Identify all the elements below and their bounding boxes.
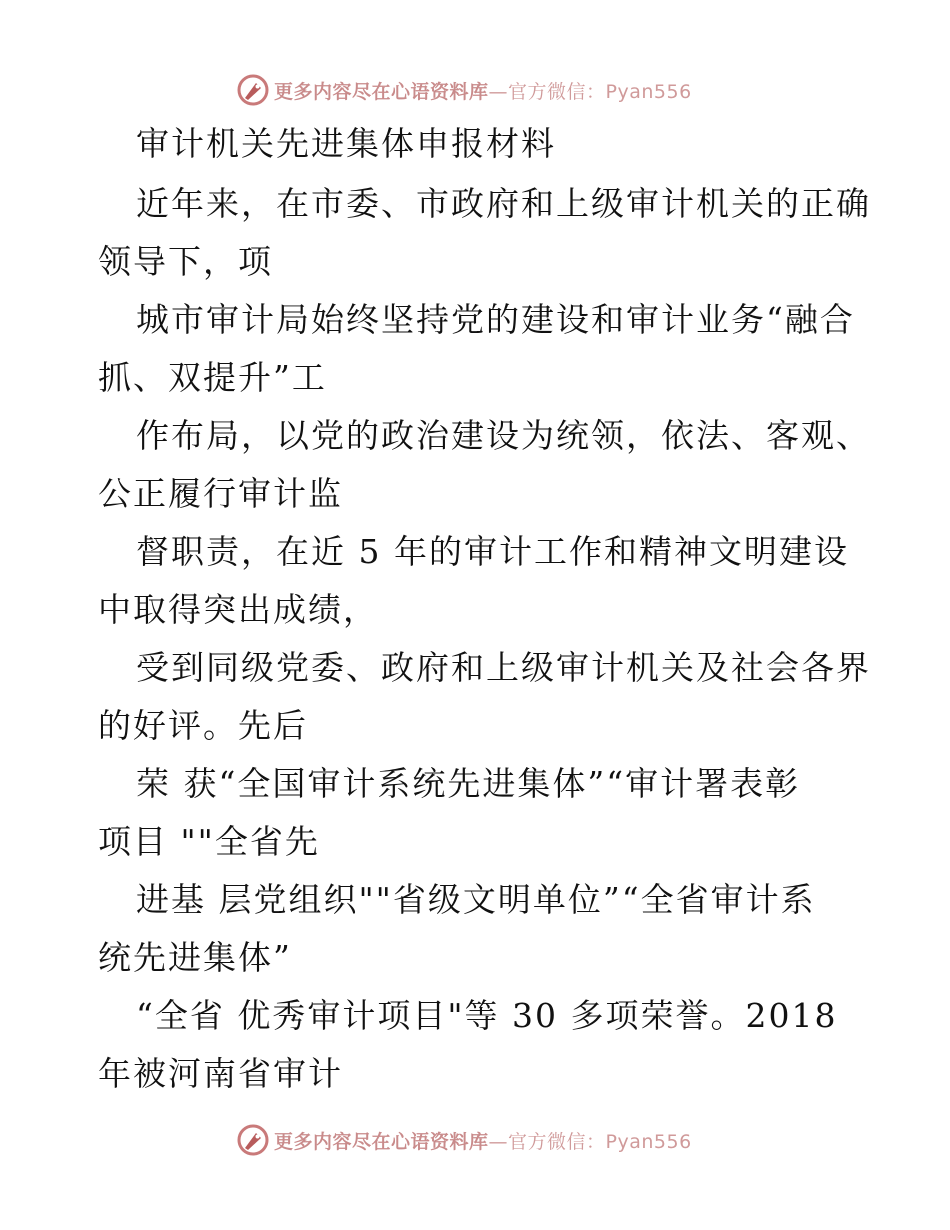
pen-nib-seal-icon [236, 1123, 270, 1157]
paragraph-line: 年被河南省审计 [98, 1054, 343, 1093]
watermark-suffix: 官方微信： [508, 1130, 606, 1153]
watermark-title: 更多内容尽在心语资料库 [274, 1130, 489, 1153]
paragraph-line: 的好评。先后 [98, 706, 308, 745]
paragraph-line: 抓、双提升”工 [98, 358, 327, 397]
paragraph-line: “全省 优秀审计项目"等 30 多项荣誉。2018 [136, 996, 838, 1035]
paragraph-line: 统先进集体” [98, 938, 292, 977]
paragraph-line: 督职责，在近 5 年的审计工作和精神文明建设 [136, 532, 849, 571]
document-title: 审计机关先进集体申报材料 [136, 124, 556, 163]
watermark-text [274, 1127, 692, 1154]
pen-nib-seal-icon [236, 73, 270, 107]
watermark-wechat-id: Pyan556 [605, 80, 692, 103]
paragraph-line: 项目 ""全省先 [98, 822, 320, 861]
watermark-footer [236, 1122, 692, 1158]
watermark-title: 更多内容尽在心语资料库 [274, 80, 489, 103]
paragraph-line: 中取得突出成绩， [98, 590, 378, 629]
paragraph-line: 受到同级党委、政府和上级审计机关及社会各界 [136, 648, 871, 687]
paragraph-line: 作布局，以党的政治建设为统领，依法、客观、 [136, 416, 871, 455]
paragraph-line: 公正履行审计监 [98, 474, 343, 513]
watermark-wechat-id: Pyan556 [605, 1130, 692, 1153]
paragraph-line: 荣 获“全国审计系统先进集体”“审计署表彰 [136, 764, 801, 803]
watermark-suffix: 官方微信： [508, 80, 606, 103]
paragraph-line: 城市审计局始终坚持党的建设和审计业务“融合 [136, 300, 855, 339]
watermark-separator: — [488, 80, 509, 103]
watermark-header [236, 72, 692, 108]
paragraph-line: 进基 层党组织""省级文明单位”“全省审计系 [136, 880, 816, 919]
paragraph-line: 领导下，项 [98, 242, 273, 281]
paragraph-line: 近年来，在市委、市政府和上级审计机关的正确 [136, 184, 871, 223]
watermark-text [274, 77, 692, 104]
watermark-separator: — [488, 1130, 509, 1153]
